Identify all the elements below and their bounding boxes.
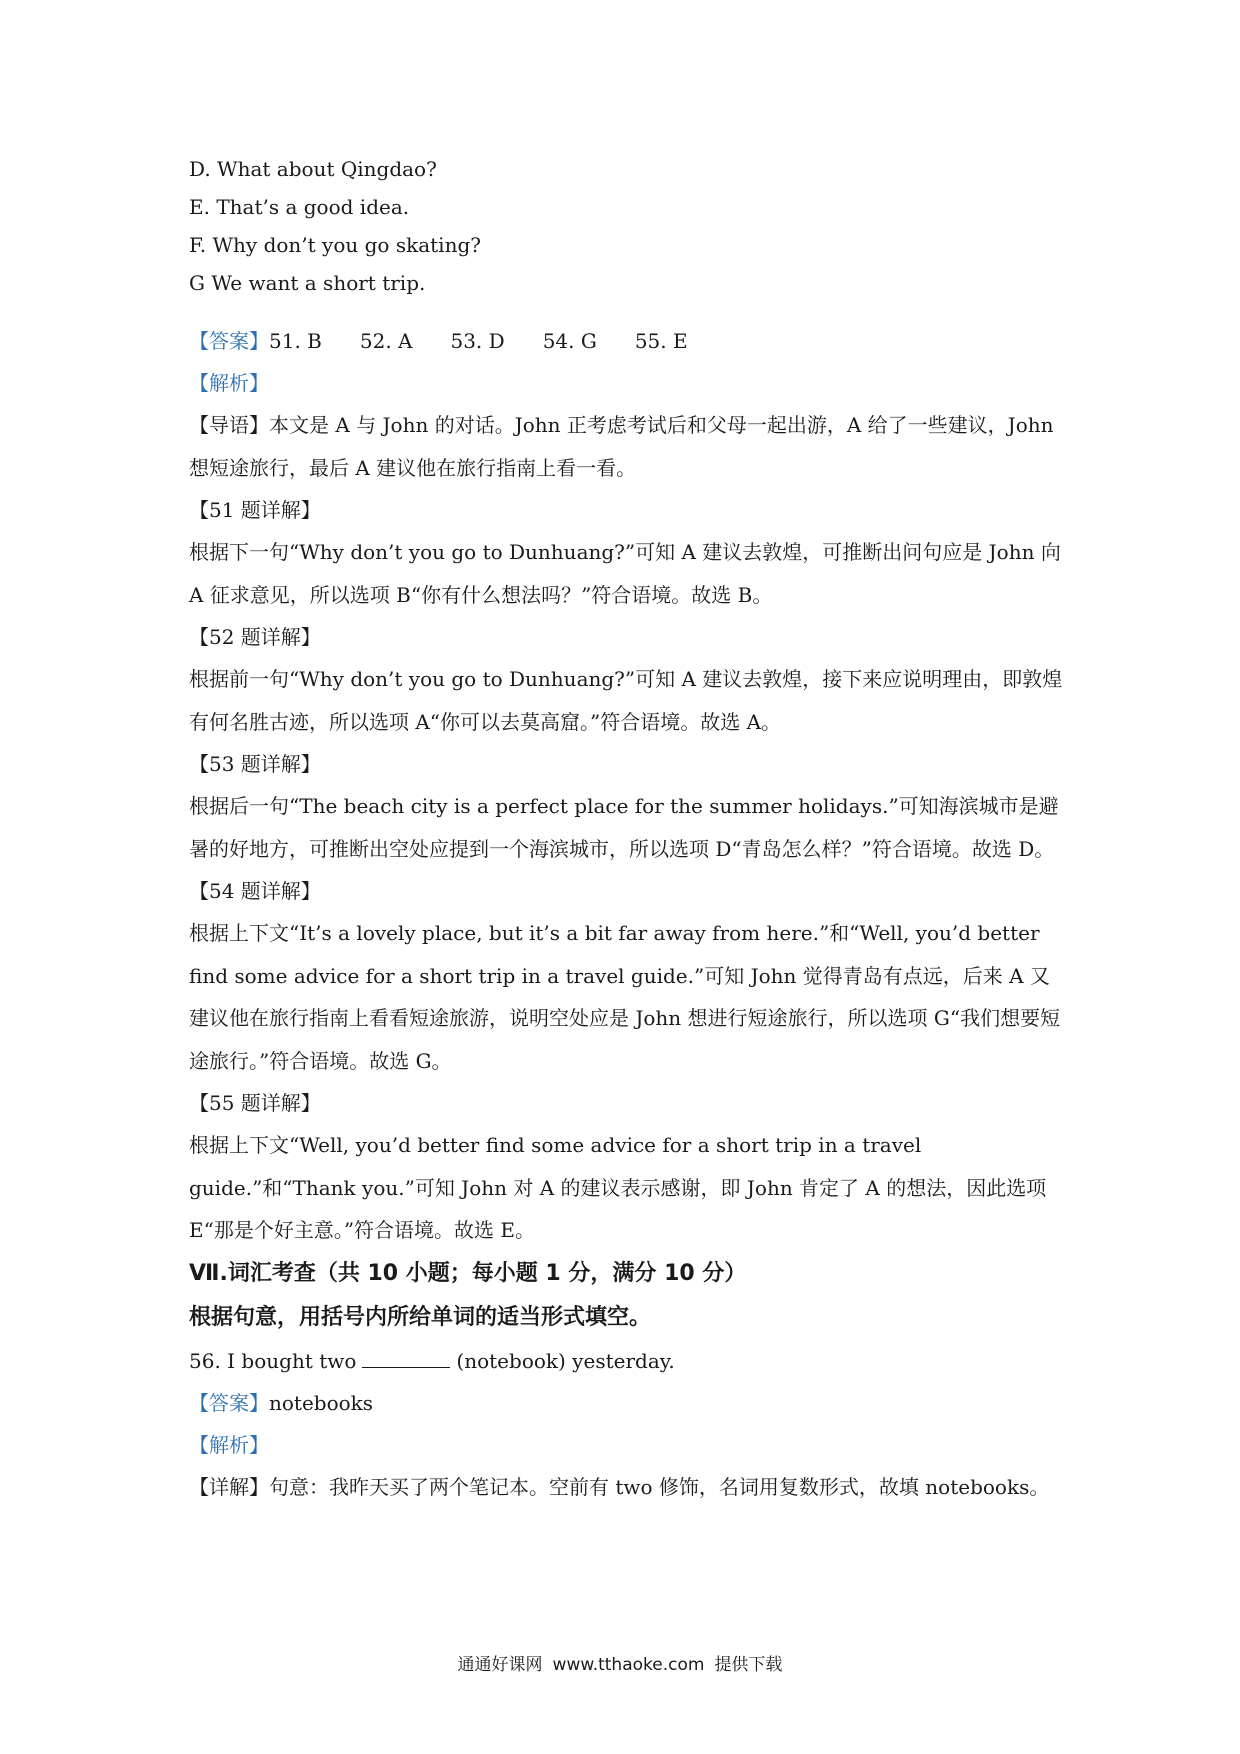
- q56-answer: notebooks: [269, 1390, 374, 1415]
- q55-tag: 【55 题详解】: [189, 1091, 321, 1115]
- option-g: G We want a short trip.: [189, 271, 426, 295]
- answer-55: 55. E: [634, 329, 688, 353]
- footer-site-name: 通通好课网: [457, 1655, 543, 1675]
- q56-analysis-tag: 【解析】: [189, 1432, 269, 1457]
- q54-text: 根据上下文“It’s a lovely place, but it’s a bit far away from here.”和“Well, you’d better find some advice for a short trip in a travel guide.”可知 John 觉得青岛有点远，后来 A 又建议他在旅行指南上看看短途旅游，说明空处应是 John 想进行短途旅行，所以选项 G“我们想要短途旅行。”符合语境。故选 G。: [189, 921, 1061, 1073]
- option-d: D. What about Qingdao?: [189, 157, 437, 181]
- q52-tag: 【52 题详解】: [189, 625, 321, 649]
- q56-answer-tag: 【答案】: [189, 1390, 269, 1415]
- intro-paragraph: [189, 404, 1069, 489]
- section-title: Ⅶ.词汇考查（共 10 小题；每小题 1 分，满分 10 分）: [189, 1260, 747, 1286]
- q51-tag: 【51 题详解】: [189, 498, 321, 522]
- section-instruction: 根据句意，用括号内所给单词的适当形式填空。: [189, 1304, 652, 1330]
- intro-text: 本文是 A 与 John 的对话。John 正考虑考试后和父母一起出游，A 给了一些建议，John 想短途旅行，最后 A 建议他在旅行指南上看一看。: [189, 413, 1054, 480]
- answer-row: [189, 320, 1069, 362]
- q56-answer-row: [189, 1382, 1069, 1424]
- q56-blank: [362, 1351, 450, 1368]
- q51-text: 根据下一句“Why don’t you go to Dunhuang?”可知 A 建议去敦煌，可推断出问句应是 John 向 A 征求意见，所以选项 B“你有什么想法吗？”符合语境。故选 B。: [189, 540, 1061, 607]
- answer-53: 53. D: [450, 329, 505, 353]
- q53-tag: 【53 题详解】: [189, 752, 321, 776]
- q56-detail: [189, 1466, 1069, 1509]
- q55-text: 根据上下文“Well, you’d better find some advice for a short trip in a travel guide.”和“Thank you.”可知 John 对 A 的建议表示感谢，即 John 肯定了 A 的想法，因此选项 E“那是个好主意。”符合语境。故选 E。: [189, 1133, 1047, 1242]
- footer-suffix: 提供下载: [714, 1655, 783, 1675]
- document-page: [189, 150, 1069, 1508]
- answer-51: 51. B: [269, 329, 322, 353]
- analysis-tag: 【解析】: [189, 371, 269, 395]
- q56-detail-tag: 【详解】: [189, 1474, 269, 1499]
- q53-text: 根据后一句“The beach city is a perfect place for the summer holidays.”可知海滨城市是避暑的好地方，可推断出空处应提到一个海滨城市，所以选项 D“青岛怎么样？”符合语境。故选 D。: [189, 794, 1059, 861]
- spacer: [189, 302, 1069, 320]
- answer-54: 54. G: [542, 329, 597, 353]
- option-f: F. Why don’t you go skating?: [189, 233, 481, 257]
- footer-url[interactable]: www.tthaoke.com: [552, 1655, 705, 1675]
- page-footer: [0, 1650, 1240, 1675]
- q56-detail-text: 句意：我昨天买了两个笔记本。空前有 two 修饰，名词用复数形式，故填 notebooks。: [269, 1474, 1050, 1499]
- answer-52: 52. A: [359, 329, 413, 353]
- q56-stem: [189, 1340, 1069, 1382]
- q54-tag: 【54 题详解】: [189, 879, 321, 903]
- option-e: E. That’s a good idea.: [189, 195, 410, 219]
- q56-stem-before: 56. I bought two: [189, 1348, 357, 1373]
- q52-text: 根据前一句“Why don’t you go to Dunhuang?”可知 A 建议去敦煌，接下来应说明理由，即敦煌有何名胜古迹，所以选项 A“你可以去莫高窟。”符合语境。故选 A。: [189, 667, 1063, 734]
- q56-stem-after: (notebook) yesterday.: [456, 1348, 675, 1373]
- answer-tag: 【答案】: [189, 329, 269, 353]
- intro-tag: 【导语】: [189, 413, 269, 437]
